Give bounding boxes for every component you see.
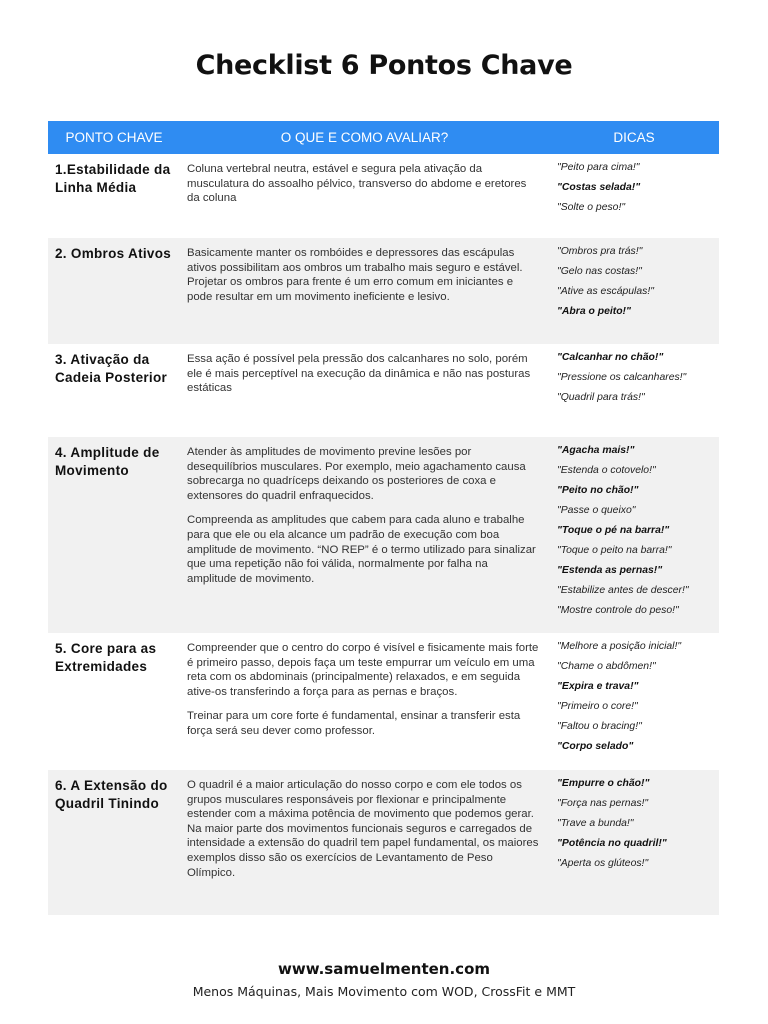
tip-item: "Mostre controle do peso!" bbox=[557, 605, 679, 616]
page-title: Checklist 6 Pontos Chave bbox=[195, 50, 573, 81]
tip-item: "Empurre o chão!" bbox=[557, 778, 650, 789]
tip-item: "Chame o abdômen!" bbox=[557, 661, 656, 672]
tips-list bbox=[549, 238, 719, 344]
tip-item: "Gelo nas costas!" bbox=[557, 266, 642, 277]
tip-item: "Passe o queixo" bbox=[557, 505, 636, 516]
tip-item: "Abra o peito!" bbox=[557, 306, 631, 317]
evaluation-paragraph: Essa ação é possível pela pressão dos calcanhares no solo, porém ele é mais perceptível na execução da dinâmica e não nas posturas estáticas bbox=[187, 353, 531, 395]
table-row bbox=[48, 437, 719, 633]
evaluation-paragraph: Coluna vertebral neutra, estável e segura pela ativação da musculatura do assoalho pélvico, transverso do abdome e eretores da coluna bbox=[187, 163, 527, 205]
key-point: 6. A Extensão do Quadril Tinindo bbox=[55, 778, 168, 811]
evaluation-text bbox=[180, 437, 549, 633]
tips-list bbox=[549, 633, 719, 770]
tips-list bbox=[549, 344, 719, 437]
evaluation-paragraph: Compreenda as amplitudes que cabem para cada aluno e trabalhe para que ele ou ela alcance um padrão de execução com boa amplitude de movimento. “NO REP” é o termo utilizado para sinalizar que uma repetição não foi válida, normalmente por falha na amplitude de movimento. bbox=[187, 514, 536, 585]
tip-item: "Costas selada!" bbox=[557, 182, 641, 193]
evaluation-paragraph: Basicamente manter os rombóides e depressores das escápulas ativos possibilitam aos ombros um trabalho mais seguro e estável. Projetar os ombros para frente é um erro comum em iniciantes e pode resultar em um movimento ineficiente e lesivo. bbox=[187, 247, 523, 303]
tip-item: "Melhore a posição inicial!" bbox=[557, 641, 682, 652]
key-point: 4. Amplitude de Movimento bbox=[55, 445, 160, 478]
tip-item: "Aperta os glúteos!" bbox=[557, 858, 649, 869]
table-row bbox=[48, 633, 719, 770]
tip-item: "Expira e trava!" bbox=[557, 681, 639, 692]
tip-item: "Pressione os calcanhares!" bbox=[557, 372, 687, 383]
evaluation-text bbox=[180, 633, 549, 770]
table-row bbox=[48, 344, 719, 437]
tip-item: "Ative as escápulas!" bbox=[557, 286, 654, 297]
tips-list bbox=[549, 770, 719, 915]
tip-item: "Peito para cima!" bbox=[557, 162, 640, 173]
tip-item: "Corpo selado" bbox=[557, 741, 634, 752]
header-o-que-avaliar: O QUE E COMO AVALIAR? bbox=[280, 130, 449, 145]
evaluation-text bbox=[180, 770, 549, 915]
header-ponto-chave: PONTO CHAVE bbox=[65, 130, 163, 145]
tip-item: "Toque o pé na barra!" bbox=[557, 525, 670, 536]
tip-item: "Agacha mais!" bbox=[557, 445, 635, 456]
evaluation-paragraph: Treinar para um core forte é fundamental, ensinar a transferir esta força será seu dever como professor. bbox=[187, 710, 521, 737]
tip-item: "Quadril para trás!" bbox=[557, 392, 645, 403]
evaluation-paragraph: Compreender que o centro do corpo é visível e fisicamente mais forte é primeiro passo, depois faça um teste empurrar um veículo em uma reta com os abdominais (principalmente) relaxados, e em seguida ative-os transferindo a força para as pernas e braços. bbox=[187, 642, 539, 698]
table-row bbox=[48, 238, 719, 344]
tip-item: "Potência no quadril!" bbox=[557, 838, 667, 849]
tip-item: "Faltou o bracing!" bbox=[557, 721, 642, 732]
table-header bbox=[48, 121, 719, 154]
tip-item: "Solte o peso!" bbox=[557, 202, 626, 213]
table-row bbox=[48, 154, 719, 238]
key-point: 5. Core para as Extremidades bbox=[55, 641, 157, 674]
footer-url: www.samuelmenten.com bbox=[277, 960, 490, 978]
tip-item: "Estabilize antes de descer!" bbox=[557, 585, 689, 596]
checklist-table bbox=[48, 121, 719, 915]
tips-list bbox=[549, 154, 719, 238]
evaluation-text bbox=[180, 154, 549, 238]
evaluation-text bbox=[180, 344, 549, 437]
key-point: 3. Ativação da Cadeia Posterior bbox=[55, 352, 168, 385]
footer-tagline: Menos Máquinas, Mais Movimento com WOD, CrossFit e MMT bbox=[192, 984, 576, 999]
evaluation-paragraph: O quadril é a maior articulação do nosso corpo e com ele todos os grupos musculares responsáveis por flexionar e principalmente estender com a máxima potência de movimento que podemos gerar. Na maior parte dos movimentos funcionais seguros e carregados de intensidade a extensão do quadril tem papel fundamental, os maiores exemplos disso são os exercícios de Levantamento de Peso Olímpico. bbox=[187, 779, 539, 879]
key-point: 1.Estabilidade da Linha Média bbox=[55, 162, 171, 195]
tip-item: "Primeiro o core!" bbox=[557, 701, 638, 712]
tips-list bbox=[549, 437, 719, 633]
evaluation-paragraph: Atender às amplitudes de movimento previne lesões por desequilíbrios musculares. Por exemplo, meio agachamento causa sobrecarga no quadríceps deixando os posteriores de coxa e extensores do quadril enfraquecidos. bbox=[187, 446, 526, 502]
table-row bbox=[48, 770, 719, 915]
tip-item: "Calcanhar no chão!" bbox=[557, 352, 664, 363]
tip-item: "Ombros pra trás!" bbox=[557, 246, 643, 257]
header-dicas: DICAS bbox=[613, 130, 655, 145]
tip-item: "Peito no chão!" bbox=[557, 485, 639, 496]
tip-item: "Trave a bunda!" bbox=[557, 818, 634, 829]
tip-item: "Força nas pernas!" bbox=[557, 798, 649, 809]
evaluation-text bbox=[180, 238, 549, 344]
tip-item: "Estenda as pernas!" bbox=[557, 565, 663, 576]
key-point: 2. Ombros Ativos bbox=[55, 246, 172, 261]
tip-item: "Estenda o cotovelo!" bbox=[557, 465, 656, 476]
tip-item: "Toque o peito na barra!" bbox=[557, 545, 672, 556]
